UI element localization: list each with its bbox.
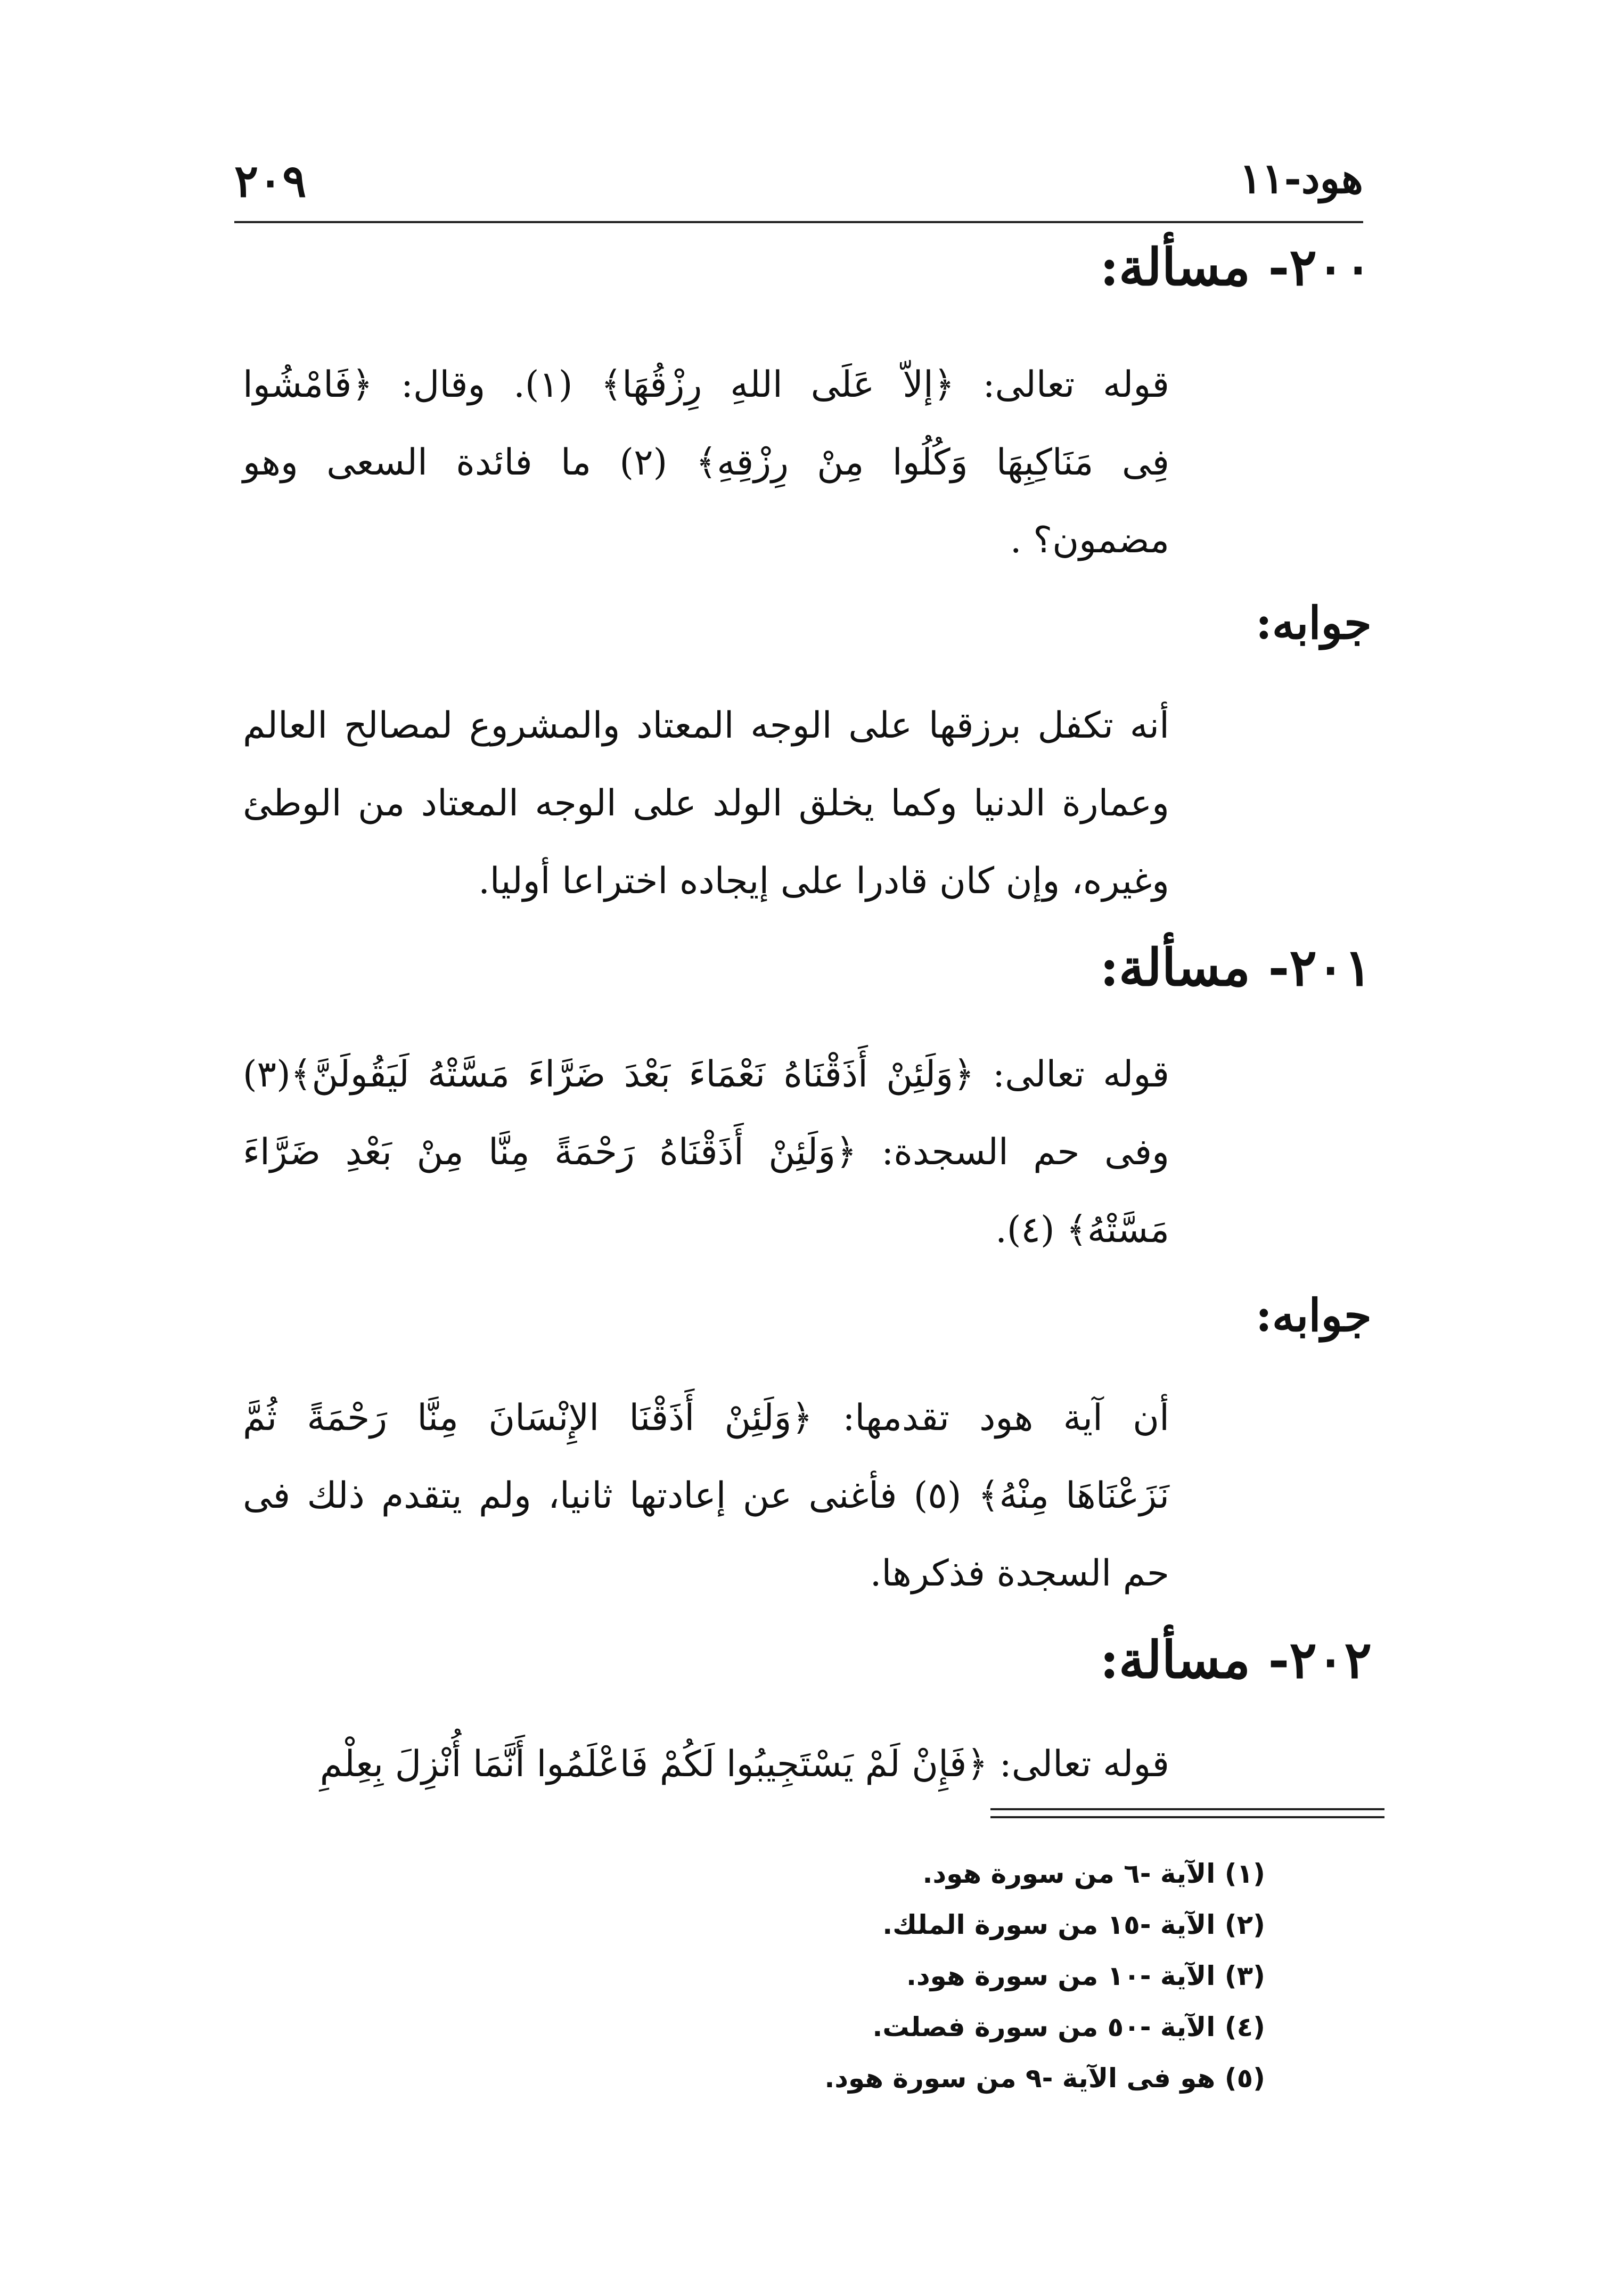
- text-line: وعمارة الدنيا وكما يخلق الولد على الوجه المعتاد من الوطئ: [243, 782, 1169, 824]
- text-line: قوله تعالى: ﴿إلاّ عَلَى اللهِ رِزْقُهَا﴾ (١). وقال: ﴿فَامْشُوا: [243, 364, 1169, 406]
- text-line: مَسَّتْهُ﴾ (٤).: [995, 1209, 1169, 1251]
- footnote: (١) الآية -٦ من سورة هود.: [922, 1858, 1265, 1889]
- footnote: (٤) الآية -٥٠ من سورة فصلت.: [872, 2012, 1265, 2042]
- footnote-divider: [990, 1816, 1384, 1818]
- page-number: ٢٠٩: [234, 154, 307, 207]
- text-line: نَزَعْنَاهَا مِنْهُ﴾ (٥) فأغنى عن إعادتها ثانيا، ولم يتقدم ذلك فى: [243, 1475, 1169, 1517]
- section-201-question: [243, 1036, 1169, 1269]
- answer-label-200: جوابه:: [1255, 597, 1372, 649]
- section-heading-201: ٢٠١- مسألة:: [1100, 937, 1372, 998]
- running-title: هود-١١: [1239, 154, 1363, 203]
- section-200-answer: [243, 687, 1169, 920]
- text-line: أنه تكفل برزقها على الوجه المعتاد والمشروع لمصالح العالم: [243, 705, 1169, 747]
- text-line: قوله تعالى: ﴿وَلَئِنْ أَذَقْنَاهُ نَعْمَاءَ بَعْدَ ضَرَّاءَ مَسَّتْهُ لَيَقُولَنَّ﴾(٣): [243, 1053, 1169, 1096]
- footnote: (٢) الآية -١٥ من سورة الملك.: [882, 1909, 1265, 1940]
- footnotes: [253, 1848, 1265, 2104]
- text-line: حم السجدة فذكرها.: [870, 1553, 1169, 1595]
- answer-label-201: جوابه:: [1255, 1289, 1372, 1342]
- text-line: وغيره، وإن كان قادرا على إيجاده اختراعا أوليا.: [478, 860, 1169, 902]
- text-line: قوله تعالى: ﴿فَإِنْ لَمْ يَسْتَجِيبُوا لَكُمْ فَاعْلَمُوا أَنَّمَا أُنْزِلَ بِعِلْمِ: [319, 1743, 1169, 1785]
- text-line: أن آية هود تقدمها: ﴿وَلَئِنْ أَذَقْنَا الإِنْسَانَ مِنَّا رَحْمَةً ثُمَّ: [243, 1397, 1169, 1439]
- section-202-question: [243, 1726, 1169, 1803]
- footnote-divider: [990, 1808, 1384, 1810]
- section-heading-200: ٢٠٠- مسألة:: [1100, 237, 1372, 297]
- section-200-question: [243, 346, 1169, 579]
- section-heading-202: ٢٠٢- مسألة:: [1100, 1630, 1372, 1690]
- footnote: (٥) هو فى الآية -٩ من سورة هود.: [824, 2063, 1265, 2094]
- footnote: (٣) الآية -١٠ من سورة هود.: [906, 1960, 1265, 1991]
- header-divider: [234, 221, 1363, 223]
- text-line: فِى مَنَاكِبِهَا وَكُلُوا مِنْ رِزْقِهِ﴾ (٢) ما فائدة السعى وهو: [243, 442, 1169, 484]
- text-line: وفى حم السجدة: ﴿وَلَئِنْ أَذَقْنَاهُ رَحْمَةً مِنَّا مِنْ بَعْدِ ضَرَّاءَ: [243, 1131, 1169, 1173]
- page-header: [234, 154, 1363, 208]
- section-201-answer: [243, 1379, 1169, 1613]
- text-line: مضمون؟ .: [1010, 519, 1169, 561]
